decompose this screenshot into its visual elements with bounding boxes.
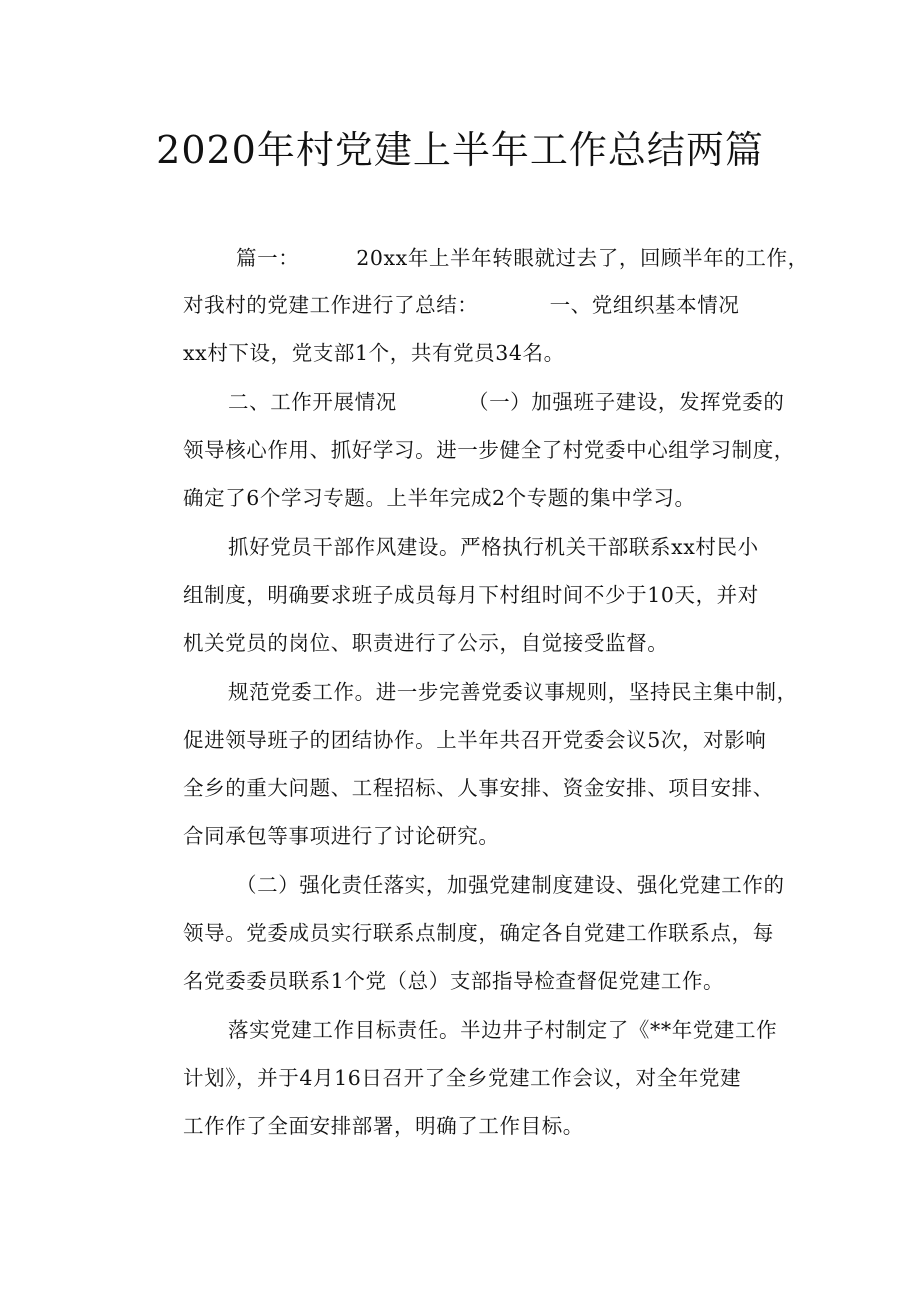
paragraph-line: 确定了6个学习专题。上半年完成2个专题的集中学习。: [183, 486, 696, 510]
paragraph-line: 全乡的重大问题、工程招标、人事安排、资金安排、项目安排、: [183, 776, 774, 800]
paragraph-line: 二、工作开展情况 （一）加强班子建设，发挥党委的: [228, 390, 785, 414]
paragraph-line: 计划》，并于4月16日召开了全乡党建工作会议，对全年党建: [183, 1066, 742, 1090]
paragraph-line: （二）强化责任落实，加强党建制度建设、强化党建工作的: [236, 873, 785, 897]
paragraph-line: 抓好党员干部作风建设。严格执行机关干部联系xx村民小: [228, 535, 759, 559]
paragraph-line: 篇一： 20xx年上半年转眼就过去了，回顾半年的工作，: [236, 246, 809, 270]
paragraph-line: 规范党委工作。进一步完善党委议事规则，坚持民主集中制，: [228, 680, 798, 704]
paragraph-line: 工作作了全面安排部署，明确了工作目标。: [183, 1114, 584, 1138]
document-title: 2020年村党建上半年工作总结两篇: [156, 128, 764, 172]
paragraph-line: 合同承包等事项进行了讨论研究。: [183, 824, 500, 848]
paragraph-line: 机关党员的岗位、职责进行了公示，自觉接受监督。: [183, 631, 669, 655]
paragraph-line: 组制度，明确要求班子成员每月下村组时间不少于10天，并对: [183, 583, 759, 607]
paragraph-line: 落实党建工作目标责任。半边井子村制定了《**年党建工作: [228, 1018, 778, 1042]
paragraph-line: xx村下设，党支部1个，共有党员34名。: [183, 341, 565, 365]
paragraph-line: 对我村的党建工作进行了总结： 一、党组织基本情况: [183, 293, 740, 317]
paragraph-line: 领导核心作用、抓好学习。进一步健全了村党委中心组学习制度，: [183, 438, 795, 462]
paragraph-line: 促进领导班子的团结协作。上半年共召开党委会议5次，对影响: [183, 728, 767, 752]
paragraph-line: 领导。党委成员实行联系点制度，确定各自党建工作联系点，每: [183, 921, 774, 945]
paragraph-line: 名党委委员联系1个党（总）支部指导检查督促党建工作。: [183, 969, 725, 993]
